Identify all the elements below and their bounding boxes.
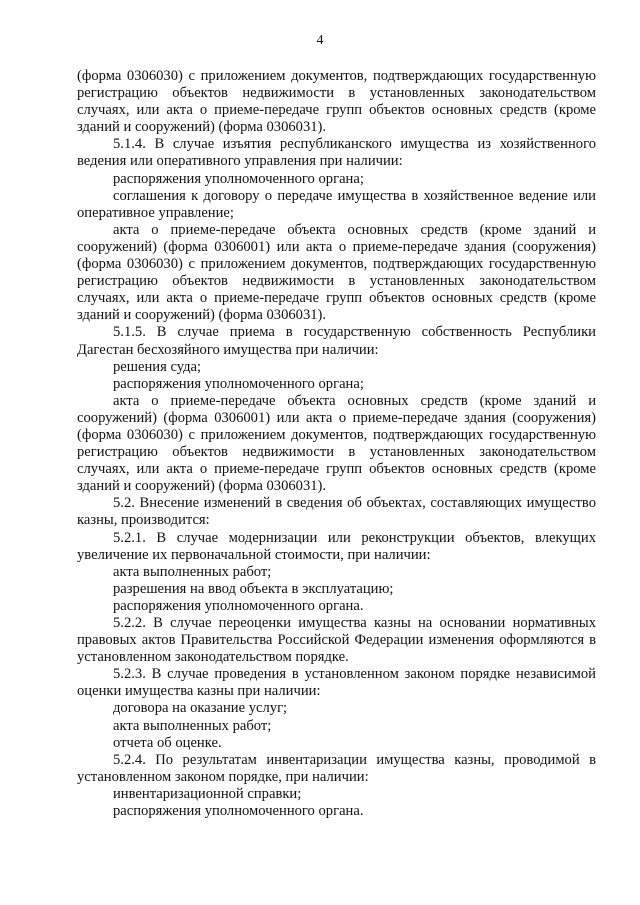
paragraph: соглашения к договору о передаче имущества в хозяйственное ведение или оперативное управление; <box>77 187 596 221</box>
document-body <box>77 68 596 820</box>
paragraph: 5.2.1. В случае модернизации или реконструкции объектов, влекущих увеличение их первоначальной стоимости, при наличии: <box>77 529 596 563</box>
list-item: распоряжения уполномоченного органа; <box>113 170 364 187</box>
paragraph: 5.2.3. В случае проведения в установленном законом порядке независимой оценки имущества казны при наличии: <box>77 666 596 700</box>
paragraph: 5.2. Внесение изменений в сведения об объектах, составляющих имущество казны, производится: <box>77 495 596 529</box>
paragraph: 5.1.4. В случае изъятия республиканского имущества из хозяйственного ведения или оперативного управления при наличии: <box>77 136 596 170</box>
list-item: распоряжения уполномоченного органа; <box>113 375 364 392</box>
list-item: отчета об оценке. <box>113 734 222 751</box>
list-item: инвентаризационной справки; <box>113 785 302 802</box>
list-item: решения суда; <box>113 358 202 375</box>
list-item: распоряжения уполномоченного органа. <box>113 803 364 820</box>
paragraph: 5.1.5. В случае приема в государственную собственность Республики Дагестан бесхозяйного имущества при наличии: <box>77 324 596 358</box>
list-item: акта выполненных работ; <box>113 563 272 580</box>
list-item: договора на оказание услуг; <box>113 700 288 717</box>
paragraph: (форма 0306030) с приложением документов, подтверждающих государственную регистрацию объектов недвижимости в установленных законодательством случаях, или акта о приеме-передаче групп объектов основных средств (кроме зданий и сооружений) (форма 0306031). <box>77 68 596 136</box>
list-item: разрешения на ввод объекта в эксплуатацию; <box>113 580 394 597</box>
paragraph: акта о приеме-передаче объекта основных средств (кроме зданий и сооружений) (форма 0306001) или акта о приеме-передаче здания (сооружения) (форма 0306030) с приложением документов, подтверждающих государственную регистрацию объектов недвижимости в установленных законодательством случаях, или акта о приеме-передаче групп объектов основных средств (кроме зданий и сооружений) (форма 0306031). <box>77 221 596 324</box>
paragraph: 5.2.2. В случае переоценки имущества казны на основании нормативных правовых актов Правительства Российской Федерации изменения оформляются в установленном законодательством порядке. <box>77 615 596 666</box>
list-item: распоряжения уполномоченного органа. <box>113 597 364 614</box>
paragraph: акта о приеме-передаче объекта основных средств (кроме зданий и сооружений) (форма 0306001) или акта о приеме-передаче здания (сооружения) (форма 0306030) с приложением документов, подтверждающих государственную регистрацию объектов недвижимости в установленных законодательством случаях, или акта о приеме-передаче групп объектов основных средств (кроме зданий и сооружений) (форма 0306031). <box>77 392 596 495</box>
page-number: 4 <box>316 33 324 48</box>
paragraph: 5.2.4. По результатам инвентаризации имущества казны, проводимой в установленном законом порядке, при наличии: <box>77 751 596 785</box>
list-item: акта выполненных работ; <box>113 717 272 734</box>
